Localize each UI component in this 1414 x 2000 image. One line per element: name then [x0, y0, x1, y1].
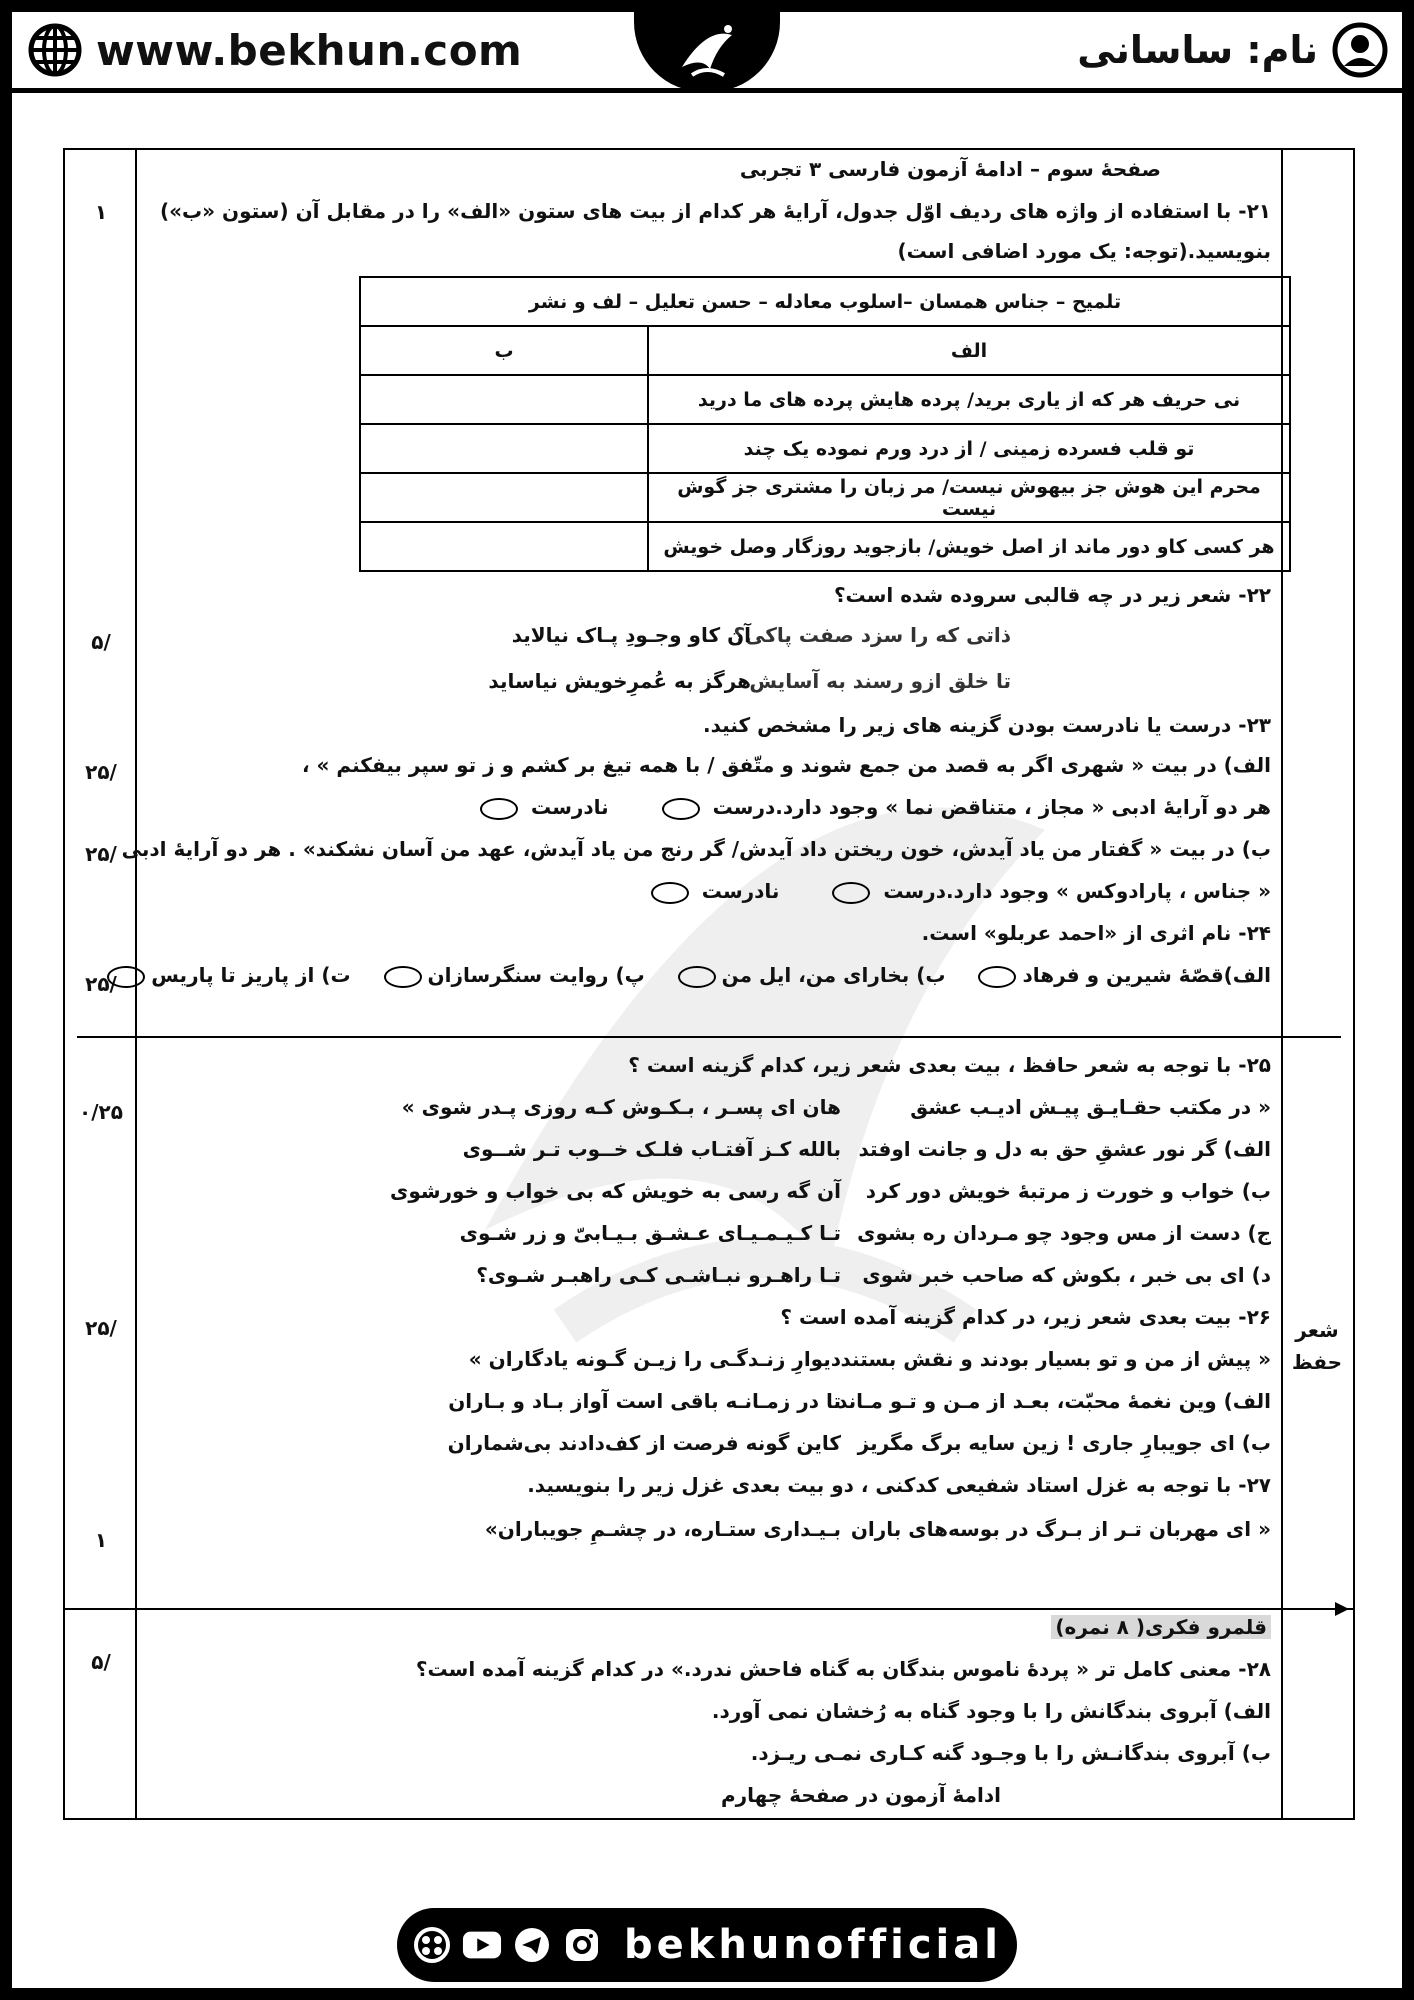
- header-divider: [12, 88, 1402, 93]
- q25-option-b-2: آن گه رسی به خویش که بی خواب و خورشوی: [390, 1179, 841, 1203]
- q23-b-line1: ب) در بیت « گفتار من یاد آیدش، خون ریختن داد آیدش/ گر رنج من یاد آیدش، عهد من آسان نشکند» . هر دو آرایهٔ ادبی: [121, 837, 1271, 861]
- telegram-icon[interactable]: [512, 1925, 552, 1965]
- page-title: صفحهٔ سوم – ادامهٔ آزمون فارسی ۳ تجربی: [739, 157, 1161, 181]
- q25-line-0a: « در مکتب حقـایـق پیـش ادیـب عشق: [910, 1095, 1271, 1119]
- youtube-icon[interactable]: [462, 1925, 502, 1965]
- q24-option-b: ب) بخارای من، ایل من: [721, 963, 946, 987]
- section-label: [147, 1612, 1271, 1642]
- q26-line-0b: دیوارِ زنـدگـی را زیـن گـونه یادگاران »: [468, 1347, 841, 1371]
- q23-b-statement: « جناس ، پارادوکس » وجود دارد.درست: [883, 879, 1271, 903]
- q22-verse-2a: تا خلق ازو رسند به آسایش: [749, 669, 1011, 693]
- q28-option-b: ب) آبروی بندگانـش را با وجـود گنه کـاری نمـی ریـزد.: [750, 1741, 1271, 1765]
- score-q23b: ۲۵/: [85, 842, 117, 866]
- footer-handle[interactable]: bekhunofficial: [624, 1922, 1002, 1968]
- q23-a-line1: الف) در بیت « شهری اگر به قصد من جمع شوند و متّفق / با همه تیغ بر کشم و ز تو سپر بیفکنم » ،: [301, 753, 1271, 777]
- q21-row-1: نی حریف هر که از یاری برید/ پرده هایش پرده های ما درید: [648, 375, 1290, 424]
- q21-text-2: بنویسید.(توجه: یک مورد اضافی است): [897, 239, 1271, 263]
- q21-row-4: هر کسی کاو دور ماند از اصل خویش/ بازجوید روزگار وصل خویش: [648, 522, 1290, 571]
- q24-option-c: پ) روایت سنگرسازان: [427, 963, 645, 987]
- q23-b-false-label: نادرست: [701, 879, 780, 903]
- q23-question: ۲۳- درست یا نادرست بودن گزینه های زیر را مشخص کنید.: [703, 713, 1271, 737]
- q24-radio-b[interactable]: [678, 966, 716, 988]
- q22-verse-2b: هرگز به عُمرِخویش نیاساید: [488, 669, 751, 693]
- q25-option-d-2: تـا راهـرو نبـاشـی کـی راهبـر شـوی؟: [476, 1263, 841, 1287]
- score-q21: ۱: [94, 200, 108, 224]
- q21-table: [359, 276, 1291, 572]
- q24-radio-d[interactable]: [107, 966, 145, 988]
- continue-note: ادامهٔ آزمون در صفحهٔ چهارم: [720, 1783, 1001, 1807]
- exam-sheet: [63, 148, 1355, 1820]
- col-be-header: ب: [360, 326, 648, 375]
- instagram-icon[interactable]: [562, 1925, 602, 1965]
- answer-cell[interactable]: [360, 522, 648, 571]
- q23-a-true-radio[interactable]: [662, 798, 700, 820]
- q22-verse-1b: آن کاو وجـودِ پـاک نیالاید: [511, 623, 751, 647]
- q26-option-a-1: الف) وین نغمهٔ محبّت، بعـد از مـن و تـو مـاند: [837, 1389, 1271, 1413]
- website-text: www.bekhun.com: [96, 25, 523, 75]
- col-alef-header: الف: [648, 326, 1290, 375]
- q27-verse-b: بـیـداری ستـاره، در چشـمِ جویباران»: [484, 1517, 841, 1541]
- q23-a-line2: [147, 792, 1271, 822]
- q25-option-b-1: ب) خواب و خورت ز مرتبهٔ خویش دور کرد: [865, 1179, 1271, 1203]
- q21-text-1: ۲۱- با استفاده از واژه های ردیف اوّل جدول، آرایهٔ هر کدام از بیت های ستون «الف» را در مقابل آن (ستون «ب»): [159, 199, 1271, 223]
- q23-b-true-radio[interactable]: [832, 882, 870, 904]
- q25-option-c-1: ج) دست از مس وجود چو مـردان ره بشوی: [857, 1221, 1271, 1245]
- q23-b-line2: [147, 876, 1271, 906]
- q22-question: ۲۲- شعر زیر در چه قالبی سروده شده است؟: [833, 583, 1271, 607]
- answer-cell[interactable]: [360, 424, 648, 473]
- q24-radio-a[interactable]: [978, 966, 1016, 988]
- q21-row-3: محرم این هوش جز بیهوش نیست/ مر زبان را مشتری جز گوش نیست: [648, 473, 1290, 522]
- answer-cell[interactable]: [360, 375, 648, 424]
- user-icon: [1332, 22, 1388, 78]
- exam-content: [121, 150, 1281, 1820]
- q24-radio-c[interactable]: [384, 966, 422, 988]
- aparat-icon[interactable]: [412, 1925, 452, 1965]
- q25-option-a-2: بالله کـز آفتـاب فلـک خــوب تـر شــوی: [462, 1137, 841, 1161]
- logo-icon: [662, 17, 752, 87]
- social-footer: [397, 1908, 1017, 1982]
- q25-line-0b: هان ای پسـر ، بـکـوش کـه روزی پـدر شوی »: [401, 1095, 841, 1119]
- q26-option-b-1: ب) ای جویبارِ جاری ! زین سایه برگ مگریز: [857, 1431, 1271, 1455]
- answer-cell[interactable]: [360, 473, 648, 522]
- score-q24: ۲۵/: [85, 972, 117, 996]
- q23-a-statement: هر دو آرایهٔ ادبی « مجاز ، متناقض نما » وجود دارد.درست: [712, 795, 1271, 819]
- q21-options-row: تلمیح – جناس همسان –اسلوب معادله – حسن تعلیل – لف و نشر: [360, 277, 1290, 326]
- q25-option-c-2: تـا کـیـمـیـای عـشـق بـیـابیّ و زر شـوی: [459, 1221, 841, 1245]
- q24-option-a: الف)قصّهٔ شیرین و فرهاد: [1022, 963, 1271, 987]
- globe-icon: [28, 23, 82, 77]
- logo: [634, 12, 780, 92]
- q26-option-b-2: کاین گونه فرصت از کف‌دادند بی‌شماران: [447, 1431, 841, 1455]
- score-q28: ۵/: [91, 1650, 111, 1674]
- score-q26: ۲۵/: [85, 1316, 117, 1340]
- name-label: نام: ساسانی: [1077, 28, 1318, 72]
- q26-question: ۲۶- بیت بعدی شعر زیر، در کدام گزینه آمده است ؟: [780, 1305, 1271, 1329]
- score-q23a: ۲۵/: [85, 760, 117, 784]
- score-q25: ۰/۲۵: [79, 1100, 123, 1124]
- q24-question: ۲۴- نام اثری از «احمد عربلو» است.: [921, 921, 1271, 945]
- q28-option-a: الف) آبروی بندگانش را با وجود گناه به رُخشان نمی آورد.: [711, 1699, 1271, 1723]
- website-link[interactable]: [28, 22, 522, 78]
- header: [12, 12, 1402, 90]
- q27-verse-a: « ای مهربان تـر از بـرگ در بوسه‌های باران: [850, 1517, 1271, 1541]
- q23-b-false-radio[interactable]: [651, 882, 689, 904]
- arrow-icon: [1335, 1602, 1349, 1616]
- q25-option-a-1: الف) گر نور عشقِ حق به دل و جانت اوفتد: [858, 1137, 1271, 1161]
- q23-a-false-radio[interactable]: [480, 798, 518, 820]
- q24-option-d: ت) از پاریز تا پاریس: [151, 963, 351, 987]
- q23-a-false-label: نادرست: [531, 795, 609, 819]
- q22-verse-1a: ذاتی که را سزد صفت پاکی؟: [733, 623, 1011, 647]
- q26-option-a-2: تا در زمـانـه باقی است آواز بـاد و بـاران: [448, 1389, 841, 1413]
- q27-question: ۲۷- با توجه به غزل استاد شفیعی کدکنی ، دو بیت بعدی غزل زیر را بنویسید.: [527, 1473, 1271, 1497]
- score-q22: ۵/: [91, 630, 111, 654]
- q26-line-0a: « پیش از من و تو بسیار بودند و نقش بستند: [840, 1347, 1271, 1371]
- q24-options: [147, 960, 1271, 990]
- student-name: [1077, 22, 1388, 78]
- score-q27: ۱: [94, 1528, 108, 1552]
- q21-row-2: تو قلب فسرده زمینی / از درد ورم نموده یک چند: [648, 424, 1290, 473]
- q25-question: ۲۵- با توجه به شعر حافظ ، بیت بعدی شعر زیر، کدام گزینه است ؟: [628, 1053, 1271, 1077]
- topic-hafez: شعر حفظ: [1291, 1318, 1343, 1374]
- q28-question: ۲۸- معنی کامل تر « پردهٔ ناموس بندگان به گناه فاحش ندرد.» در کدام گزینه آمده است؟: [415, 1657, 1271, 1681]
- q25-option-d-1: د) ای بی خبر ، بکوش که صاحب خبر شوی: [862, 1263, 1271, 1287]
- section-label-text: قلمرو فکری( ۸ نمره): [1051, 1615, 1271, 1639]
